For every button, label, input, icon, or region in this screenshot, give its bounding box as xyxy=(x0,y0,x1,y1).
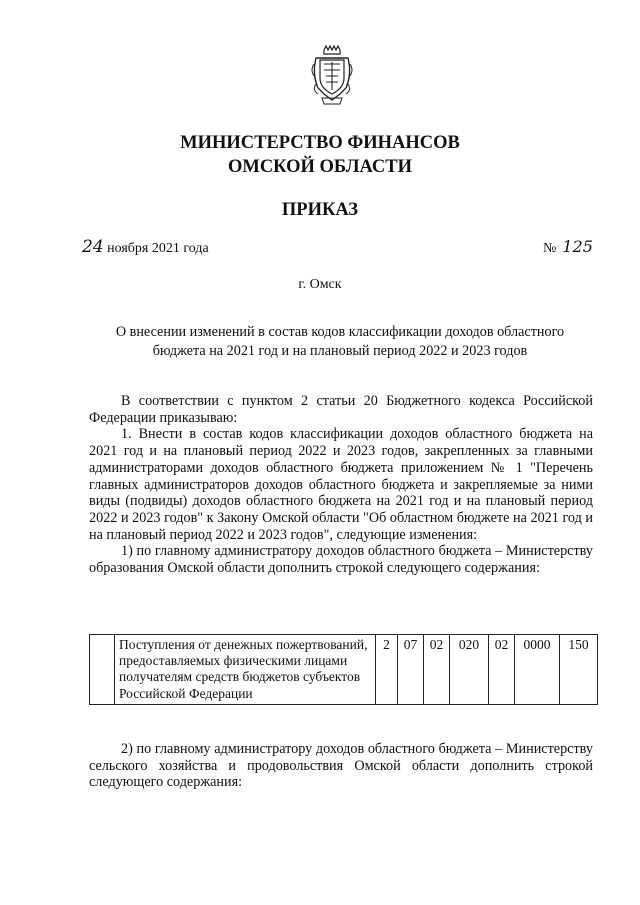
document-number xyxy=(543,237,593,257)
table-cell-code: 2 xyxy=(376,635,398,705)
paragraph-preamble: В соответствии с пунктом 2 статьи 20 Бюджетного кодекса Российской Федерации приказываю: xyxy=(89,393,593,426)
table-cell-description: Поступления от денежных пожертвований, предоставляемых физическими лицами получателям средств бюджетов субъектов Российской Федерации xyxy=(115,635,376,705)
document-body xyxy=(89,393,593,577)
handwritten-day: 24 xyxy=(82,237,104,257)
handwritten-number: 125 xyxy=(562,237,593,256)
document-type: ПРИКАЗ xyxy=(281,200,359,220)
number-label: № xyxy=(543,241,557,256)
table-cell-code: 07 xyxy=(398,635,424,705)
table-cell-code: 020 xyxy=(450,635,489,705)
table-cell-code: 02 xyxy=(489,635,515,705)
subject-line-1: О внесении изменений в состав кодов классификации доходов областного xyxy=(115,324,565,340)
omsk-coat-of-arms-icon xyxy=(310,44,354,106)
ministry-line-1: МИНИСТЕРСТВО ФИНАНСОВ xyxy=(180,133,460,153)
table-cell-code: 0000 xyxy=(515,635,560,705)
date-text: ноября 2021 года xyxy=(107,241,209,256)
document-date xyxy=(82,237,209,257)
paragraph-subitem-2: 2) по главному администратору доходов областного бюджета – Министерству сельского хозяйства и продовольствия Омской области дополнить строкой следующего содержания: xyxy=(89,741,593,791)
table-cell-empty xyxy=(90,635,115,705)
table-cell-code: 02 xyxy=(424,635,450,705)
ministry-name xyxy=(0,131,640,179)
ministry-line-2: ОМСКОЙ ОБЛАСТИ xyxy=(227,157,413,177)
paragraph-item-1: 1. Внести в состав кодов классификации доходов областного бюджета на 2021 год и на плановый период 2022 и 2023 годов, закрепленных за главными администраторами доходов областного бюджета приложением № 1 "Перечень главных администраторов доходов областного бюджета и закрепляемые за ними виды (подвиды) доходов областного бюджета на 2021 год и на плановый период 2022 и 2023 годов" к Закону Омской области "Об областном бюджете на 2021 год и на плановый период 2022 и 2023 годов", следующие изменения: xyxy=(89,426,593,543)
table-cell-code: 150 xyxy=(560,635,598,705)
subject-line-2: бюджета на 2021 год и на плановый период 2022 и 2023 годов xyxy=(152,343,528,359)
city: г. Омск xyxy=(298,277,342,292)
document-body-continued xyxy=(89,741,593,791)
paragraph-subitem-1: 1) по главному администратору доходов областного бюджета – Министерству образования Омской области дополнить строкой следующего содержания: xyxy=(89,543,593,577)
income-code-table xyxy=(89,634,598,705)
document-subject xyxy=(80,323,600,361)
table-row xyxy=(90,635,598,705)
